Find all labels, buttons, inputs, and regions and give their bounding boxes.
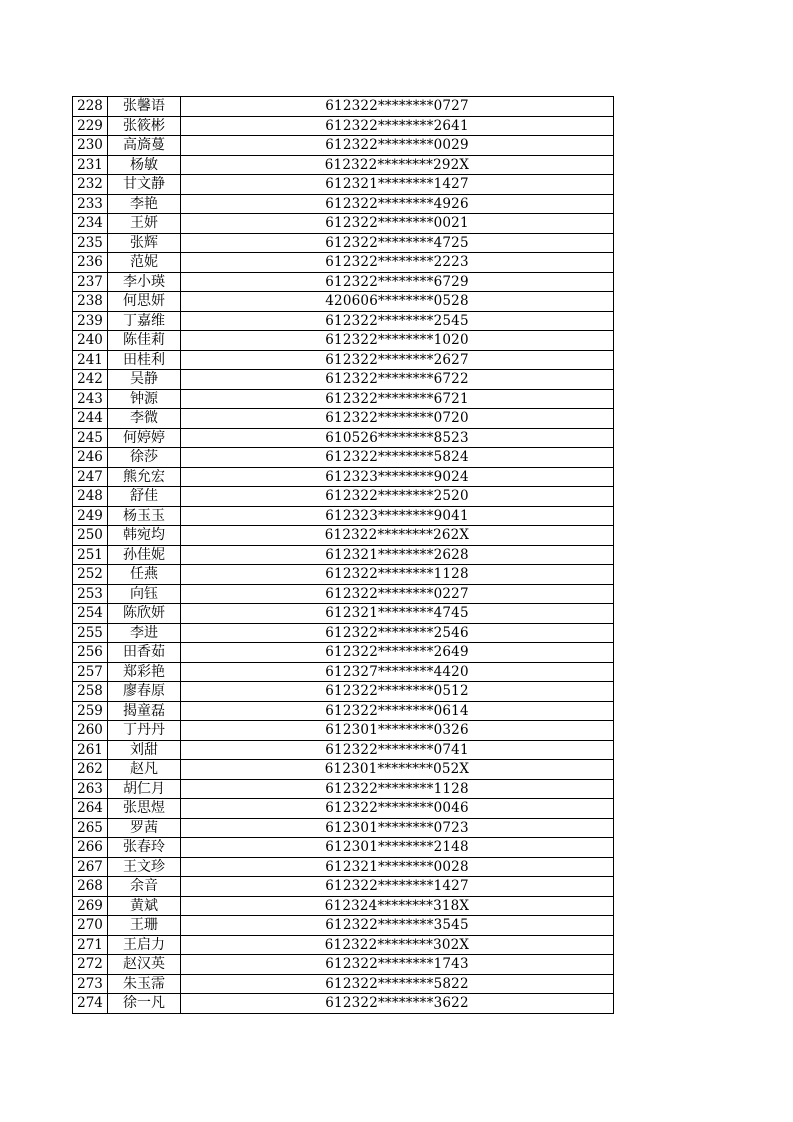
name-cell: 张春玲 (108, 838, 181, 858)
table-row (73, 370, 614, 390)
table-row (73, 506, 614, 526)
table-row (73, 760, 614, 780)
id-number-cell: 612322********2223 (181, 253, 614, 273)
row-number-cell: 228 (73, 97, 108, 117)
table-row (73, 623, 614, 643)
table-row (73, 389, 614, 409)
table-row (73, 136, 614, 156)
name-cell: 罗茜 (108, 818, 181, 838)
table-row (73, 155, 614, 175)
id-number-cell: 612322********2627 (181, 350, 614, 370)
table-row (73, 214, 614, 234)
row-number-cell: 233 (73, 194, 108, 214)
name-cell: 舒佳 (108, 487, 181, 507)
name-cell: 郑彩艳 (108, 662, 181, 682)
name-cell: 徐一凡 (108, 994, 181, 1014)
id-number-cell: 612322********0741 (181, 740, 614, 760)
table-row (73, 428, 614, 448)
table-row (73, 526, 614, 546)
id-number-cell: 612322********2641 (181, 116, 614, 136)
table-row (73, 818, 614, 838)
table-row (73, 565, 614, 585)
name-cell: 李艳 (108, 194, 181, 214)
table-row (73, 584, 614, 604)
table-row (73, 233, 614, 253)
id-number-cell: 612327********4420 (181, 662, 614, 682)
row-number-cell: 261 (73, 740, 108, 760)
row-number-cell: 240 (73, 331, 108, 351)
table-row (73, 272, 614, 292)
id-number-cell: 420606********0528 (181, 292, 614, 312)
row-number-cell: 238 (73, 292, 108, 312)
row-number-cell: 268 (73, 877, 108, 897)
table-row (73, 994, 614, 1014)
row-number-cell: 249 (73, 506, 108, 526)
id-number-cell: 612322********0029 (181, 136, 614, 156)
id-number-cell: 612301********052X (181, 760, 614, 780)
id-number-cell: 612301********2148 (181, 838, 614, 858)
table-row (73, 604, 614, 624)
row-number-cell: 263 (73, 779, 108, 799)
name-cell: 韩宛均 (108, 526, 181, 546)
row-number-cell: 235 (73, 233, 108, 253)
name-cell: 刘甜 (108, 740, 181, 760)
id-number-cell: 612323********9041 (181, 506, 614, 526)
table-row (73, 97, 614, 117)
table-row (73, 311, 614, 331)
name-cell: 甘文静 (108, 175, 181, 195)
id-number-cell: 612322********3622 (181, 994, 614, 1014)
row-number-cell: 274 (73, 994, 108, 1014)
id-number-cell: 612322********4725 (181, 233, 614, 253)
table-row (73, 838, 614, 858)
row-number-cell: 266 (73, 838, 108, 858)
name-cell: 杨敏 (108, 155, 181, 175)
row-number-cell: 244 (73, 409, 108, 429)
table-row (73, 857, 614, 877)
id-number-cell: 612322********6722 (181, 370, 614, 390)
row-number-cell: 272 (73, 955, 108, 975)
name-cell: 丁丹丹 (108, 721, 181, 741)
table-row (73, 545, 614, 565)
id-number-cell: 612322********3545 (181, 916, 614, 936)
table-row (73, 896, 614, 916)
id-number-cell: 612322********5824 (181, 448, 614, 468)
name-cell: 张馨语 (108, 97, 181, 117)
name-cell: 徐莎 (108, 448, 181, 468)
row-number-cell: 247 (73, 467, 108, 487)
row-number-cell: 252 (73, 565, 108, 585)
table-row (73, 701, 614, 721)
row-number-cell: 239 (73, 311, 108, 331)
name-cell: 吴静 (108, 370, 181, 390)
id-number-cell: 612321********4745 (181, 604, 614, 624)
name-cell: 范妮 (108, 253, 181, 273)
row-number-cell: 262 (73, 760, 108, 780)
roster-table (72, 96, 614, 1014)
row-number-cell: 265 (73, 818, 108, 838)
name-cell: 钟源 (108, 389, 181, 409)
table-row (73, 799, 614, 819)
name-cell: 陈佳莉 (108, 331, 181, 351)
id-number-cell: 612322********2649 (181, 643, 614, 663)
name-cell: 杨玉玉 (108, 506, 181, 526)
row-number-cell: 270 (73, 916, 108, 936)
name-cell: 田香茹 (108, 643, 181, 663)
id-number-cell: 612322********262X (181, 526, 614, 546)
row-number-cell: 243 (73, 389, 108, 409)
name-cell: 李小瑛 (108, 272, 181, 292)
name-cell: 陈欣妍 (108, 604, 181, 624)
name-cell: 向钰 (108, 584, 181, 604)
id-number-cell: 612322********292X (181, 155, 614, 175)
name-cell: 丁嘉维 (108, 311, 181, 331)
id-number-cell: 612322********2545 (181, 311, 614, 331)
name-cell: 王珊 (108, 916, 181, 936)
row-number-cell: 273 (73, 974, 108, 994)
row-number-cell: 257 (73, 662, 108, 682)
id-number-cell: 612322********0046 (181, 799, 614, 819)
row-number-cell: 254 (73, 604, 108, 624)
name-cell: 田桂利 (108, 350, 181, 370)
name-cell: 张辉 (108, 233, 181, 253)
name-cell: 余音 (108, 877, 181, 897)
id-number-cell: 612321********1427 (181, 175, 614, 195)
id-number-cell: 612322********1020 (181, 331, 614, 351)
id-number-cell: 612322********0227 (181, 584, 614, 604)
id-number-cell: 612322********0614 (181, 701, 614, 721)
table-row (73, 935, 614, 955)
row-number-cell: 271 (73, 935, 108, 955)
name-cell: 揭童磊 (108, 701, 181, 721)
id-number-cell: 612322********2520 (181, 487, 614, 507)
id-number-cell: 612322********6721 (181, 389, 614, 409)
name-cell: 李进 (108, 623, 181, 643)
table-row (73, 116, 614, 136)
id-number-cell: 612322********0021 (181, 214, 614, 234)
row-number-cell: 246 (73, 448, 108, 468)
id-number-cell: 612324********318X (181, 896, 614, 916)
id-number-cell: 612301********0723 (181, 818, 614, 838)
table-row (73, 955, 614, 975)
row-number-cell: 256 (73, 643, 108, 663)
id-number-cell: 610526********8523 (181, 428, 614, 448)
row-number-cell: 229 (73, 116, 108, 136)
name-cell: 何思妍 (108, 292, 181, 312)
table-row (73, 662, 614, 682)
id-number-cell: 612322********0512 (181, 682, 614, 702)
id-number-cell: 612321********2628 (181, 545, 614, 565)
table-row (73, 194, 614, 214)
name-cell: 黄斌 (108, 896, 181, 916)
row-number-cell: 251 (73, 545, 108, 565)
id-number-cell: 612322********6729 (181, 272, 614, 292)
name-cell: 孙佳妮 (108, 545, 181, 565)
id-number-cell: 612322********4926 (181, 194, 614, 214)
table-row (73, 682, 614, 702)
row-number-cell: 264 (73, 799, 108, 819)
row-number-cell: 232 (73, 175, 108, 195)
row-number-cell: 253 (73, 584, 108, 604)
name-cell: 王文珍 (108, 857, 181, 877)
id-number-cell: 612322********1128 (181, 565, 614, 585)
row-number-cell: 260 (73, 721, 108, 741)
id-number-cell: 612322********302X (181, 935, 614, 955)
row-number-cell: 267 (73, 857, 108, 877)
name-cell: 胡仁月 (108, 779, 181, 799)
table-row (73, 292, 614, 312)
name-cell: 赵汉英 (108, 955, 181, 975)
id-number-cell: 612323********9024 (181, 467, 614, 487)
row-number-cell: 236 (73, 253, 108, 273)
name-cell: 何婷婷 (108, 428, 181, 448)
table-row (73, 877, 614, 897)
row-number-cell: 242 (73, 370, 108, 390)
row-number-cell: 258 (73, 682, 108, 702)
row-number-cell: 269 (73, 896, 108, 916)
table-row (73, 740, 614, 760)
id-number-cell: 612301********0326 (181, 721, 614, 741)
table-row (73, 916, 614, 936)
name-cell: 高旖蔓 (108, 136, 181, 156)
table-row (73, 448, 614, 468)
table-row (73, 974, 614, 994)
row-number-cell: 248 (73, 487, 108, 507)
table-row (73, 779, 614, 799)
table-row (73, 331, 614, 351)
row-number-cell: 241 (73, 350, 108, 370)
roster-body (73, 97, 614, 1014)
name-cell: 廖春原 (108, 682, 181, 702)
id-number-cell: 612322********0727 (181, 97, 614, 117)
row-number-cell: 231 (73, 155, 108, 175)
row-number-cell: 234 (73, 214, 108, 234)
table-row (73, 175, 614, 195)
name-cell: 赵凡 (108, 760, 181, 780)
name-cell: 李微 (108, 409, 181, 429)
row-number-cell: 250 (73, 526, 108, 546)
table-row (73, 409, 614, 429)
table-row (73, 467, 614, 487)
row-number-cell: 255 (73, 623, 108, 643)
id-number-cell: 612322********1743 (181, 955, 614, 975)
id-number-cell: 612322********1427 (181, 877, 614, 897)
table-row (73, 721, 614, 741)
name-cell: 熊允宏 (108, 467, 181, 487)
row-number-cell: 237 (73, 272, 108, 292)
name-cell: 王启力 (108, 935, 181, 955)
row-number-cell: 245 (73, 428, 108, 448)
table-row (73, 350, 614, 370)
name-cell: 张筱彬 (108, 116, 181, 136)
row-number-cell: 259 (73, 701, 108, 721)
table-row (73, 487, 614, 507)
table-row (73, 643, 614, 663)
table-row (73, 253, 614, 273)
name-cell: 张思煜 (108, 799, 181, 819)
id-number-cell: 612322********5822 (181, 974, 614, 994)
name-cell: 任燕 (108, 565, 181, 585)
id-number-cell: 612322********0720 (181, 409, 614, 429)
name-cell: 朱玉霈 (108, 974, 181, 994)
name-cell: 王妍 (108, 214, 181, 234)
id-number-cell: 612322********1128 (181, 779, 614, 799)
id-number-cell: 612322********2546 (181, 623, 614, 643)
row-number-cell: 230 (73, 136, 108, 156)
id-number-cell: 612321********0028 (181, 857, 614, 877)
